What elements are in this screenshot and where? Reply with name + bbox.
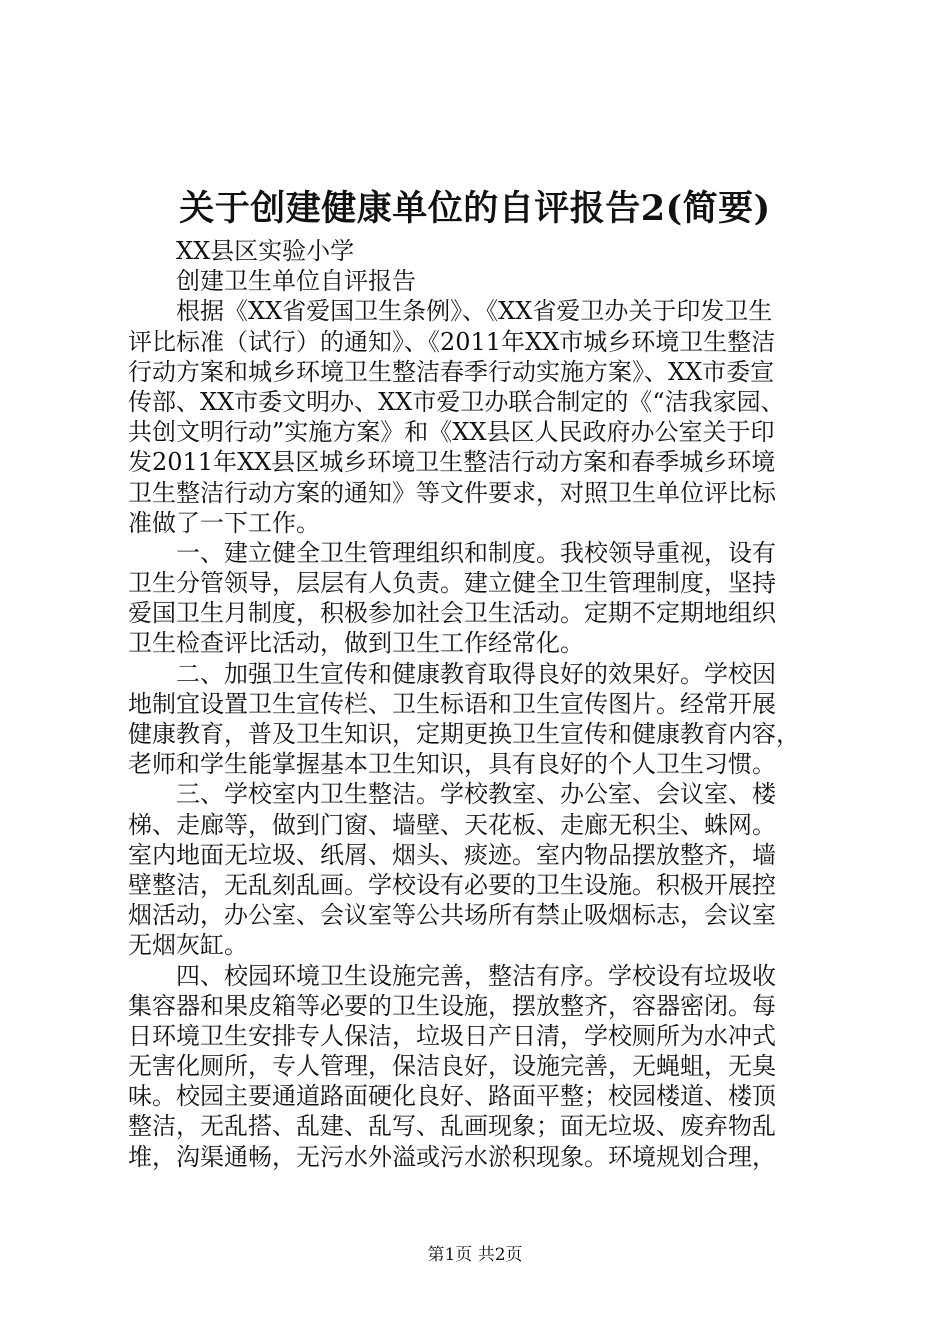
text-line: 爱国卫生月制度，积极参加社会卫生活动。定期不定期地组织 <box>128 599 776 628</box>
text-line-section-2: 二、加强卫生宣传和健康教育取得良好的效果好。学校因 <box>176 659 776 688</box>
text-line: 发2011年XX县区城乡环境卫生整洁行动方案和春季城乡环境 <box>128 448 776 477</box>
text-line: 地制宜设置卫生宣传栏、卫生标语和卫生宣传图片。经常开展 <box>128 689 776 718</box>
text-line: 梯、走廊等，做到门窗、墙壁、天花板、走廊无积尘、蛛网。 <box>128 810 776 839</box>
text-line: 老师和学生能掌握基本卫生知识，具有良好的个人卫生习惯。 <box>128 750 776 779</box>
text-line-section-3: 三、学校室内卫生整洁。学校教室、办公室、会议室、楼 <box>176 780 776 809</box>
document-title: 关于创建健康单位的自评报告2(简要) <box>179 188 771 229</box>
text-line-section-4: 四、校园环境卫生设施完善，整洁有序。学校设有垃圾收 <box>176 961 776 990</box>
text-line: 行动方案和城乡环境卫生整洁春季行动实施方案》、XX市委宣 <box>128 357 775 386</box>
text-line: 共创文明行动”实施方案》和《XX县区人民政府办公室关于印 <box>128 418 775 447</box>
text-line-section-1: 一、建立健全卫生管理组织和制度。我校领导重视，设有 <box>176 538 776 567</box>
text-line: 准做了一下工作。 <box>128 508 320 537</box>
text-line-report-name: 创建卫生单位自评报告 <box>176 267 416 296</box>
text-line-school: XX县区实验小学 <box>176 237 355 265</box>
text-line: 室内地面无垃圾、纸屑、烟头、痰迹。室内物品摆放整齐，墙 <box>128 840 776 869</box>
text-line: 无害化厕所，专人管理，保洁良好，设施完善，无蝇蛆，无臭 <box>128 1052 776 1081</box>
text-line: 日环境卫生安排专人保洁，垃圾日产日清，学校厕所为水冲式 <box>128 1021 776 1050</box>
text-line: 味。校园主要通道路面硬化良好、路面平整；校园楼道、楼顶 <box>128 1082 776 1111</box>
text-line: 卫生整洁行动方案的通知》等文件要求，对照卫生单位评比标 <box>128 478 776 507</box>
text-line: 卫生检查评比活动，做到卫生工作经常化。 <box>128 629 584 658</box>
text-line: 根据《XX省爱国卫生条例》、《XX省爱卫办关于印发卫生 <box>176 297 773 326</box>
text-line: 整洁，无乱搭、乱建、乱写、乱画现象；面无垃圾、废弃物乱 <box>128 1112 776 1141</box>
text-line: 传部、XX市委文明办、XX市爱卫办联合制定的《“洁我家园、 <box>128 387 785 416</box>
text-line: 烟活动，办公室、会议室等公共场所有禁止吸烟标志，会议室 <box>128 901 776 930</box>
text-line: 评比标准（试行）的通知》、《2011年XX市城乡环境卫生整洁 <box>128 327 776 356</box>
page-number: 第1页 共2页 <box>427 1245 523 1265</box>
page-footer <box>0 1243 950 1267</box>
text-line: 堆，沟渠通畅，无污水外溢或污水淤积现象。环境规划合理， <box>128 1142 776 1171</box>
document-body <box>128 236 828 1172</box>
text-line: 卫生分管领导，层层有人负责。建立健全卫生管理制度，坚持 <box>128 569 776 598</box>
text-line: 健康教育，普及卫生知识，定期更换卫生宣传和健康教育内容， <box>128 720 800 748</box>
text-line: 无烟灰缸。 <box>128 931 248 960</box>
text-line: 壁整洁，无乱刻乱画。学校设有必要的卫生设施。积极开展控 <box>128 870 776 899</box>
text-line: 集容器和果皮箱等必要的卫生设施，摆放整齐，容器密闭。每 <box>128 991 776 1020</box>
